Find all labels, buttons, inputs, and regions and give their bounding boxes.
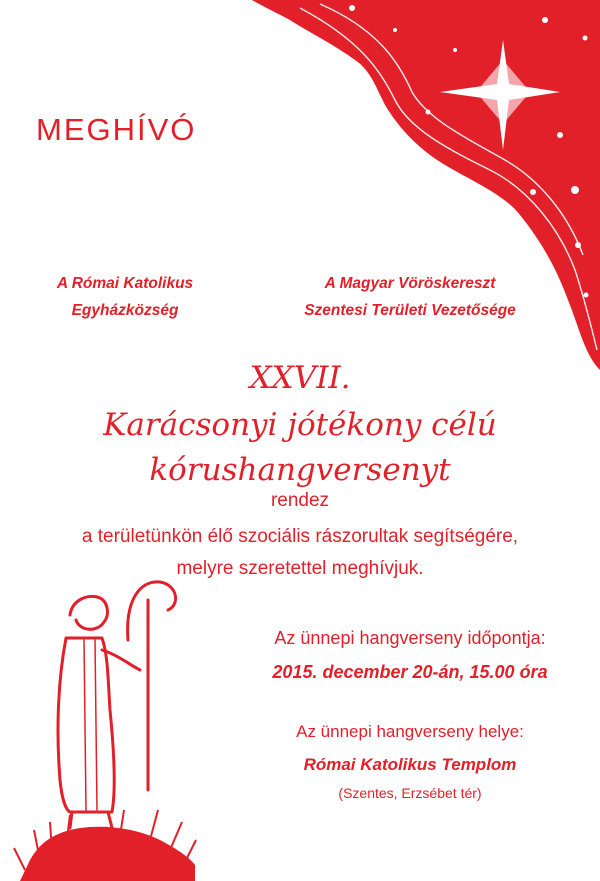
organizer-right-line1: A Magyar Vöröskereszt <box>324 275 496 292</box>
organizer-red-cross <box>275 270 545 324</box>
event-title-line1: Karácsonyi jótékony célú <box>103 407 497 443</box>
event-purpose: a területünkön élő szociális rászorultak segítségére, <box>81 526 519 547</box>
event-invite: melyre szeretettel meghívjuk. <box>176 558 424 579</box>
organizer-right-line2: Szentesi Területi Vezetősége <box>304 302 516 319</box>
invitation-title: MEGHÍVÓ <box>36 112 197 147</box>
edition-number: XXVII. <box>249 360 351 396</box>
time-value: 2015. december 20-án, 15.00 óra <box>272 662 548 682</box>
place-label: Az ünnepi hangverseny helye: <box>296 722 524 741</box>
event-title-line2: kórushangversenyt <box>149 452 451 488</box>
organizer-left-line1: A Római Katolikus <box>56 275 194 292</box>
place-address: (Szentes, Erzsébet tér) <box>338 785 482 801</box>
shepherd-illustration <box>0 560 200 881</box>
place-value: Római Katolikus Templom <box>303 755 517 774</box>
event-verb: rendez <box>270 490 330 511</box>
time-label: Az ünnepi hangverseny időpontja: <box>274 628 546 648</box>
organizer-catholic-parish <box>30 270 220 324</box>
organizer-left-line2: Egyházközség <box>71 302 179 319</box>
